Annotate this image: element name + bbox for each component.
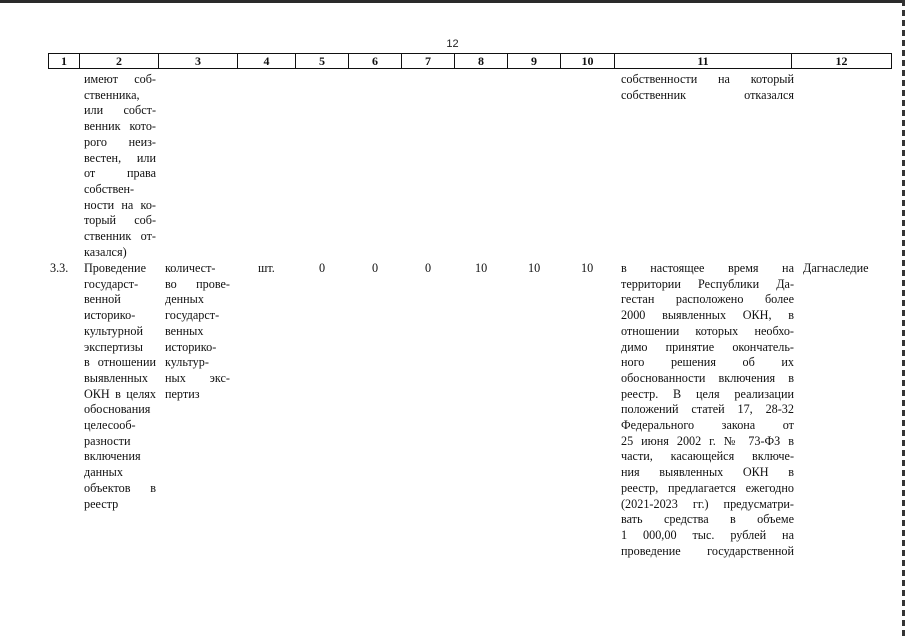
text-line: денных: [165, 292, 204, 307]
text-line: ности на ко-: [84, 197, 156, 212]
activity-name: [84, 261, 156, 512]
text-line: ОКН в целях: [84, 386, 156, 401]
text-line: венных: [165, 323, 204, 338]
continuation-col2-text: [84, 72, 156, 260]
column-header: 10: [561, 54, 615, 69]
text-line: данных: [84, 465, 123, 480]
text-line: государст-: [84, 276, 139, 291]
text-line: рого неиз-: [84, 134, 156, 149]
text-line: во прове-: [165, 276, 230, 291]
unit-of-measure: шт.: [258, 261, 275, 275]
text-line: территории Республики Да-: [621, 276, 794, 291]
text-line: 1 000,00 тыс. рублей на: [621, 527, 794, 542]
value-col8: 10: [475, 261, 488, 275]
column-header: 3: [159, 54, 238, 69]
text-line: культурной: [84, 323, 143, 338]
value-col7: 0: [425, 261, 432, 275]
text-line: венной: [84, 292, 121, 307]
text-line: ния выявленных ОКН в: [621, 465, 794, 480]
text-line: обоснования: [84, 402, 151, 417]
text-line: от права: [84, 166, 156, 181]
text-line: части, касающейся включе-: [621, 449, 794, 464]
text-line: гестан расположено более: [621, 292, 794, 307]
text-line: ного решения об их: [621, 355, 794, 370]
text-line: собствен-: [84, 181, 135, 196]
column-header: 6: [349, 54, 402, 69]
text-line: государст-: [165, 308, 220, 323]
text-line: казался): [84, 244, 127, 259]
continuation-col11-text: [621, 72, 794, 103]
column-header: 12: [792, 54, 892, 69]
text-line: историко-: [84, 308, 136, 323]
page-edge-top: [0, 0, 905, 3]
value-col6: 0: [372, 261, 379, 275]
text-line: историко-: [165, 339, 217, 354]
page-number: 12: [446, 38, 459, 50]
text-line: (2021-2023 гг.) предусматри-: [621, 496, 794, 511]
column-header: 11: [615, 54, 792, 69]
text-line: ных экс-: [165, 370, 230, 385]
value-col10: 10: [581, 261, 594, 275]
text-line: или собст-: [84, 103, 156, 118]
text-line: культур-: [165, 355, 209, 370]
column-header: 4: [238, 54, 296, 69]
text-line: собственности на который: [621, 72, 794, 86]
text-line: положений статей 17, 28-32: [621, 402, 794, 417]
text-line: имеют соб-: [84, 72, 156, 86]
text-line: объектов в: [84, 480, 156, 495]
text-line: вать средства в объеме: [621, 512, 794, 527]
text-line: реестр, предлагается ежегодно: [621, 480, 794, 495]
text-line: пертиз: [165, 386, 200, 401]
text-line: торый соб-: [84, 213, 156, 228]
column-header: 1: [49, 54, 80, 69]
text-line: вестен, или: [84, 150, 156, 165]
text-line: 2000 выявленных ОКН, в: [621, 308, 794, 323]
text-line: проведение государственной: [621, 543, 794, 558]
text-line: в отношении: [84, 355, 156, 370]
text-line: собственник отказался: [621, 87, 794, 102]
column-header: 2: [80, 54, 159, 69]
text-line: выявленных: [84, 370, 148, 385]
justification-text: [621, 261, 794, 559]
text-line: включения: [84, 449, 141, 464]
text-line: реестр: [84, 496, 119, 511]
value-col5: 0: [319, 261, 326, 275]
column-number-header: [48, 53, 892, 69]
text-line: экспертизы: [84, 339, 143, 354]
text-line: Проведение: [84, 261, 146, 275]
column-header: 8: [455, 54, 508, 69]
row-number: 3.3.: [50, 261, 69, 275]
indicator-name: [165, 261, 230, 402]
text-line: в настоящее время на: [621, 261, 794, 275]
text-line: отношении которых необхо-: [621, 323, 794, 338]
responsible-executor: Дагнаследие: [803, 261, 869, 275]
text-line: разности: [84, 433, 131, 448]
text-line: количест-: [165, 261, 216, 275]
text-line: реестр. В целя реализации: [621, 386, 794, 401]
text-line: обоснованности включения в: [621, 370, 794, 385]
column-header: 5: [296, 54, 349, 69]
value-col9: 10: [528, 261, 541, 275]
text-line: венник кото-: [84, 119, 156, 134]
column-header: 9: [508, 54, 561, 69]
text-line: 25 июня 2002 г. № 73-ФЗ в: [621, 433, 794, 448]
text-line: димо принятие окончатель-: [621, 339, 794, 354]
text-line: целесооб-: [84, 418, 136, 433]
text-line: ственник от-: [84, 229, 156, 244]
column-header: 7: [402, 54, 455, 69]
text-line: Федерального закона от: [621, 418, 794, 433]
text-line: ственника,: [84, 87, 140, 102]
